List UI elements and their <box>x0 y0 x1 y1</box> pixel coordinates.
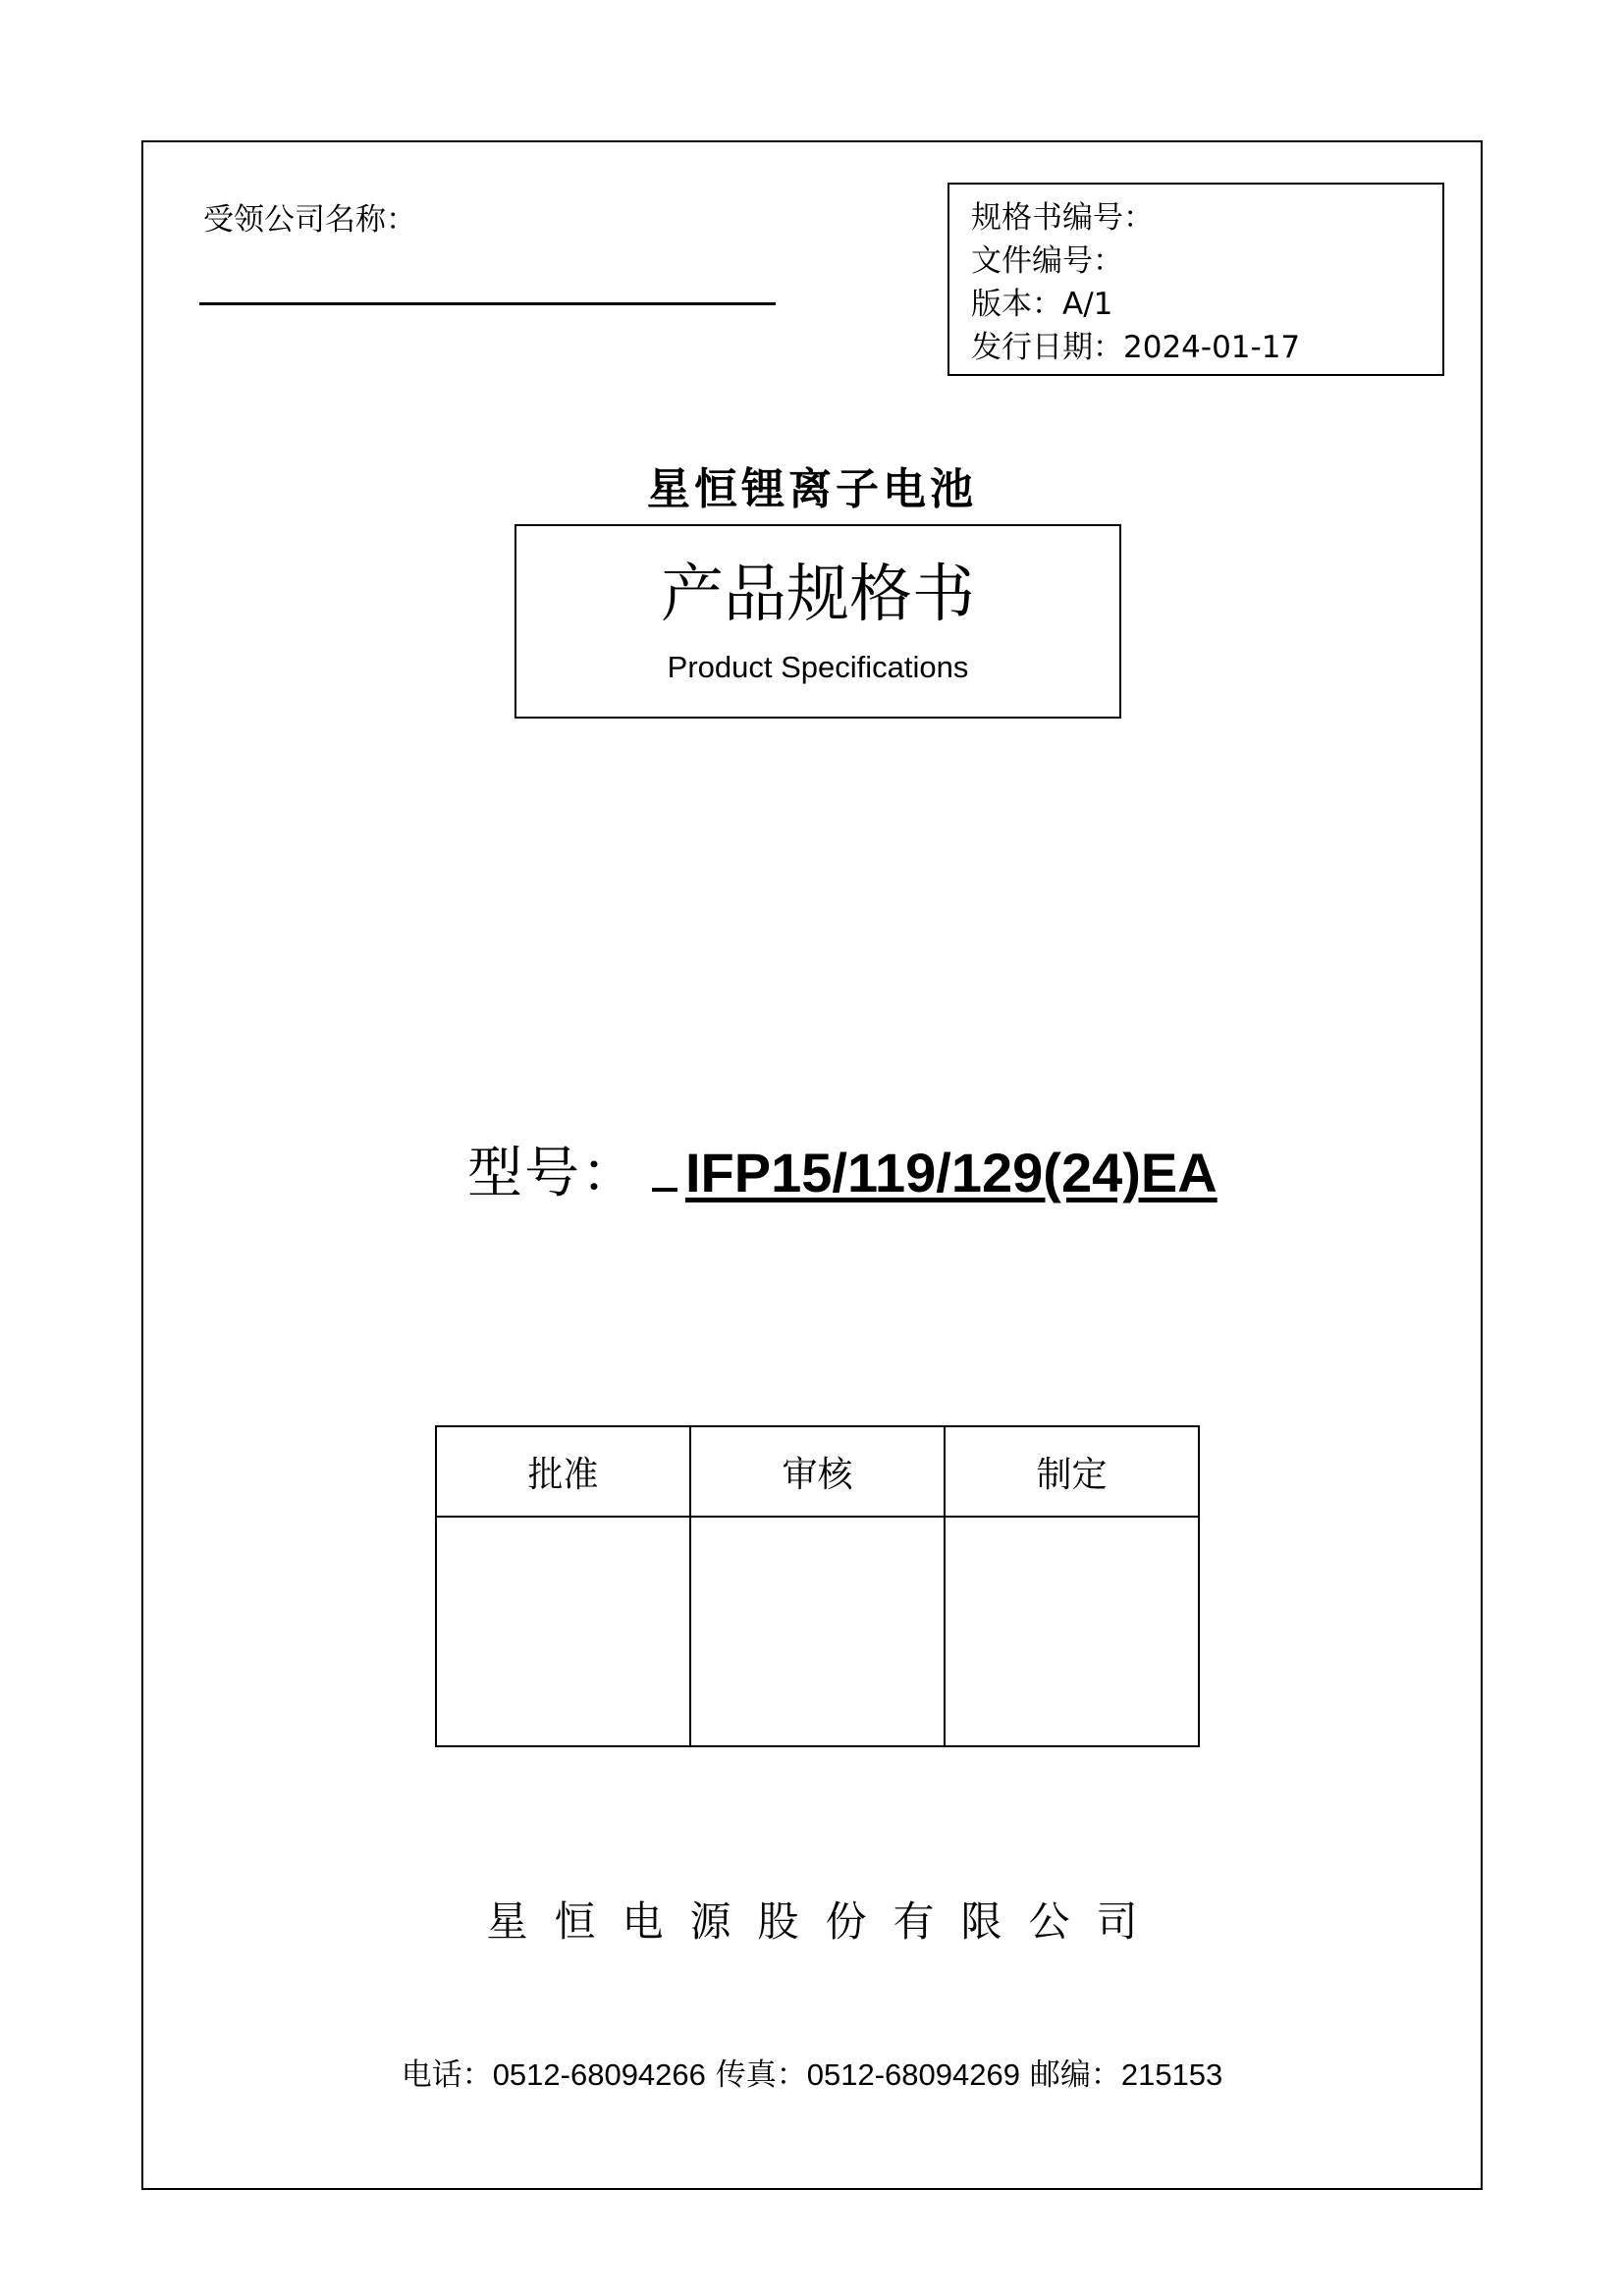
fax-label: 传真： <box>715 2057 807 2093</box>
approval-header-approve: 批准 <box>436 1426 690 1517</box>
model-label: 型号： <box>467 1142 638 1205</box>
recipient-label: 受领公司名称： <box>203 202 416 238</box>
phone-label: 电话： <box>401 2057 493 2093</box>
brand-title: 星恒锂离子电池 <box>647 464 977 514</box>
approval-header-review: 审核 <box>690 1426 945 1517</box>
version: 版本：A/1 <box>971 287 1113 322</box>
contact-line <box>0 2050 1624 2094</box>
file-number: 文件编号： <box>971 243 1123 279</box>
issue-date: 发行日期：2024-01-17 <box>971 330 1301 365</box>
approval-signature-row <box>436 1517 1199 1746</box>
prepare-signature-cell <box>945 1517 1199 1746</box>
review-signature-cell <box>690 1517 945 1746</box>
model-underline-lead <box>652 1188 677 1192</box>
spec-number: 规格书编号： <box>971 200 1154 236</box>
approval-header-row <box>436 1426 1199 1517</box>
phone-number: 0512-68094266 <box>492 2057 706 2092</box>
company-name: 星恒电源股份有限公司 <box>486 1897 1164 1946</box>
postcode-label: 邮编： <box>1029 2057 1121 2093</box>
document-info-box <box>947 183 1444 376</box>
model-line <box>467 1139 1218 1208</box>
recipient-underline <box>199 302 776 305</box>
approval-header-prepare: 制定 <box>945 1426 1199 1517</box>
model-value: IFP15/119/129(24)EA <box>685 1142 1218 1203</box>
title-chinese: 产品规格书 <box>661 559 975 631</box>
title-english: Product Specifications <box>667 650 969 684</box>
approval-signature-cell <box>436 1517 690 1746</box>
approval-table <box>435 1425 1200 1747</box>
fax-number: 0512-68094269 <box>806 2057 1020 2092</box>
postcode: 215153 <box>1120 2057 1223 2092</box>
title-box <box>514 524 1121 719</box>
